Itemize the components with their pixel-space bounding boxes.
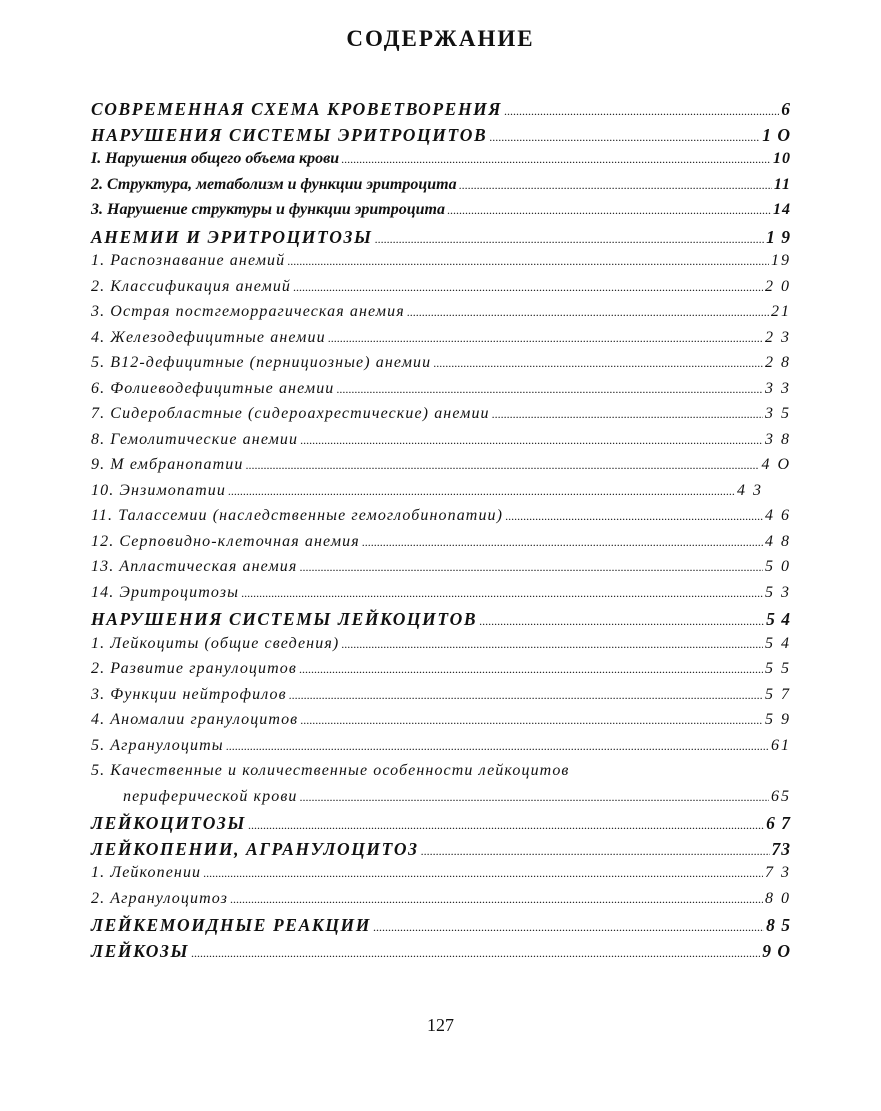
dot-leader bbox=[300, 713, 763, 728]
dot-leader bbox=[293, 280, 763, 295]
toc-entry bbox=[91, 941, 791, 967]
toc-entry-label: ЛЕЙКОПЕНИИ, АГРАНУЛОЦИТОЗ bbox=[91, 838, 419, 859]
toc-entry-label: 2. Агранулоцитоз bbox=[91, 889, 228, 907]
toc-entry bbox=[91, 915, 791, 941]
toc-entry bbox=[91, 303, 791, 329]
toc-entry bbox=[91, 252, 791, 278]
toc-entry-label: 8. Гемолитические анемии bbox=[91, 430, 299, 448]
toc-entry-label: 1. Лейкопении bbox=[91, 864, 202, 881]
dot-leader bbox=[492, 407, 763, 422]
toc-entry-page: 21 bbox=[771, 303, 791, 320]
toc-entry-page: 10 bbox=[773, 150, 791, 167]
toc-entry bbox=[91, 354, 791, 380]
toc-entry-label: 7. Сидеробластные (сидероахрестические) анемии bbox=[91, 405, 490, 422]
dot-leader bbox=[341, 152, 771, 167]
toc-entry-label: 12. Серповидно-клеточная анемия bbox=[91, 532, 360, 550]
dot-leader bbox=[375, 232, 765, 247]
dot-leader bbox=[447, 203, 771, 218]
toc-entry-page: 4 8 bbox=[765, 532, 791, 550]
toc-entry bbox=[91, 482, 763, 508]
toc-entry bbox=[91, 150, 791, 176]
toc-entry bbox=[91, 405, 791, 431]
toc-entry bbox=[91, 813, 791, 839]
toc-entry-page: 5 0 bbox=[765, 558, 791, 575]
toc-entry-label: ЛЕЙКОЦИТОЗЫ bbox=[91, 813, 246, 833]
dot-leader bbox=[228, 484, 735, 499]
toc-entry-page: 11 bbox=[773, 175, 791, 193]
toc-entry-label: 14. Эритроцитозы bbox=[91, 583, 240, 601]
toc-entry-label: I. Нарушения общего объема крови bbox=[91, 150, 340, 167]
toc-entry-page: 5 4 bbox=[766, 609, 791, 629]
dot-leader bbox=[289, 688, 763, 703]
toc-entry-label: 3. Нарушение структуры и функции эритроцита bbox=[91, 201, 445, 218]
toc-entry-label: 5. Агранулоциты bbox=[91, 736, 224, 754]
toc-entry bbox=[91, 609, 791, 635]
dot-leader bbox=[479, 614, 764, 629]
toc-entry bbox=[91, 278, 791, 304]
toc-entry-label: ЛЕЙКОЗЫ bbox=[91, 940, 190, 961]
toc-entry bbox=[91, 99, 791, 125]
dot-leader bbox=[203, 866, 763, 881]
toc-entry-page: 1 О bbox=[762, 124, 791, 145]
toc-entry-page: 3 3 bbox=[765, 379, 791, 397]
dot-leader bbox=[433, 356, 763, 371]
toc-entry-label: СОВРЕМЕННАЯ СХЕМА КРОВЕТВОРЕНИЯ bbox=[91, 99, 503, 119]
toc-entry-page: 19 bbox=[771, 252, 791, 269]
toc-entry bbox=[91, 507, 791, 533]
toc-entry-page: 6 bbox=[781, 99, 791, 119]
toc-entry-label: НАРУШЕНИЯ СИСТЕМЫ ЭРИТРОЦИТОВ bbox=[91, 124, 488, 145]
toc-entry-label: 3. Острая постгеморрагическая анемия bbox=[91, 303, 405, 320]
toc-entry-page: 65 bbox=[771, 787, 791, 805]
toc-entry-page: 4 6 bbox=[765, 507, 791, 524]
toc-entry bbox=[91, 890, 791, 916]
toc-entry-page: 5 3 bbox=[765, 583, 791, 601]
toc-entry bbox=[91, 176, 791, 202]
dot-leader bbox=[241, 586, 763, 601]
dot-leader bbox=[299, 560, 763, 575]
toc-entry-page: 61 bbox=[771, 736, 791, 754]
dot-leader bbox=[407, 305, 769, 320]
dot-leader bbox=[245, 458, 759, 473]
toc-entry-page: 5 5 bbox=[765, 660, 791, 677]
toc-entry bbox=[91, 660, 791, 686]
toc-entry-label: 11. Талассемии (наследственные гемоглобинопатии) bbox=[91, 507, 504, 524]
toc-entry bbox=[91, 456, 791, 482]
dot-leader bbox=[230, 892, 763, 907]
toc-entry bbox=[91, 864, 791, 890]
toc-entry bbox=[91, 201, 791, 227]
toc-entry bbox=[91, 711, 791, 737]
dot-leader bbox=[421, 844, 770, 859]
toc-entry-page: 5 9 bbox=[765, 711, 791, 728]
toc-entry bbox=[91, 431, 791, 457]
toc-entry-label: 9. М ембранопатии bbox=[91, 456, 244, 473]
dot-leader bbox=[191, 946, 760, 961]
toc-entry-label: 10. Энзимопатии bbox=[91, 481, 226, 499]
toc-entry-label: АНЕМИИ И ЭРИТРОЦИТОЗЫ bbox=[91, 226, 373, 247]
toc-entry-label: ЛЕЙКЕМОИДНЫЕ РЕАКЦИИ bbox=[91, 915, 371, 935]
toc-entry-label: НАРУШЕНИЯ СИСТЕМЫ ЛЕЙКОЦИТОВ bbox=[91, 609, 478, 629]
page-number: 127 bbox=[427, 1015, 454, 1035]
dot-leader bbox=[504, 104, 779, 119]
toc-entry bbox=[91, 635, 791, 661]
toc-entry bbox=[91, 329, 791, 355]
dot-leader bbox=[300, 433, 763, 448]
toc-entry-page: 8 0 bbox=[765, 889, 791, 907]
toc-entry-page: 3 8 bbox=[765, 430, 791, 448]
toc-entry bbox=[91, 533, 791, 559]
toc-entry-page: 4 3 bbox=[737, 481, 763, 499]
dot-leader bbox=[336, 382, 763, 397]
toc-entry-label: 3. Функции нейтрофилов bbox=[91, 685, 287, 703]
toc-entry-label: 4. Железодефицитные анемии bbox=[91, 328, 326, 346]
page-title: СОДЕРЖАНИЕ bbox=[346, 26, 535, 51]
toc-entry-page: 5 4 bbox=[765, 634, 791, 652]
dot-leader bbox=[373, 920, 764, 935]
toc-entry-page: 3 5 bbox=[765, 405, 791, 422]
toc-entry bbox=[91, 125, 791, 151]
dot-leader bbox=[328, 331, 763, 346]
dot-leader bbox=[489, 130, 760, 145]
dot-leader bbox=[226, 739, 769, 754]
toc-entry bbox=[91, 380, 791, 406]
toc-entry bbox=[91, 584, 791, 610]
toc-entry-label: 1. Лейкоциты (общие сведения) bbox=[91, 634, 340, 652]
toc-entry bbox=[91, 737, 791, 763]
toc-entry bbox=[91, 227, 791, 253]
toc-entry-label: 6. Фолиеводефицитные анемии bbox=[91, 379, 335, 397]
toc-entry-page: 1 9 bbox=[766, 226, 791, 247]
toc-entry bbox=[91, 788, 791, 814]
table-of-contents bbox=[91, 99, 791, 966]
toc-entry-page: 2 8 bbox=[765, 354, 791, 371]
dot-leader bbox=[287, 254, 769, 269]
toc-entry bbox=[91, 762, 791, 788]
dot-leader bbox=[341, 637, 763, 652]
toc-entry-page: 9 О bbox=[762, 940, 791, 961]
toc-entry-page: 5 7 bbox=[765, 685, 791, 703]
dot-leader bbox=[362, 535, 763, 550]
toc-entry-label: 5. Качественные и количественные особенности лейкоцитов bbox=[91, 762, 570, 779]
toc-entry-page: 2 0 bbox=[765, 277, 791, 295]
toc-entry-page: 14 bbox=[773, 201, 791, 218]
toc-entry bbox=[91, 558, 791, 584]
toc-entry-page: 73 bbox=[771, 838, 791, 859]
toc-entry-label: 4. Аномалии гранулоцитов bbox=[91, 711, 299, 728]
toc-entry bbox=[91, 686, 791, 712]
toc-entry-page: 4 О bbox=[761, 456, 791, 473]
dot-leader bbox=[459, 178, 772, 193]
toc-entry-page: 2 3 bbox=[765, 328, 791, 346]
toc-entry-label: периферической крови bbox=[123, 787, 298, 805]
toc-entry-page: 7 3 bbox=[765, 864, 791, 881]
dot-leader bbox=[248, 818, 764, 833]
dot-leader bbox=[299, 662, 763, 677]
toc-entry-page: 6 7 bbox=[766, 813, 791, 833]
toc-entry-label: 2. Развитие гранулоцитов bbox=[91, 660, 297, 677]
toc-entry-label: 2. Структура, метаболизм и функции эритроцита bbox=[91, 175, 457, 193]
dot-leader bbox=[505, 509, 763, 524]
toc-entry-label: 2. Классификация анемий bbox=[91, 277, 292, 295]
dot-leader bbox=[300, 790, 770, 805]
toc-entry-label: 5. В12-дефицитные (пернициозные) анемии bbox=[91, 354, 432, 371]
toc-entry-page: 8 5 bbox=[766, 915, 791, 935]
toc-entry-label: 13. Апластическая анемия bbox=[91, 558, 298, 575]
toc-entry-label: 1. Распознавание анемий bbox=[91, 252, 286, 269]
toc-entry bbox=[91, 839, 791, 865]
